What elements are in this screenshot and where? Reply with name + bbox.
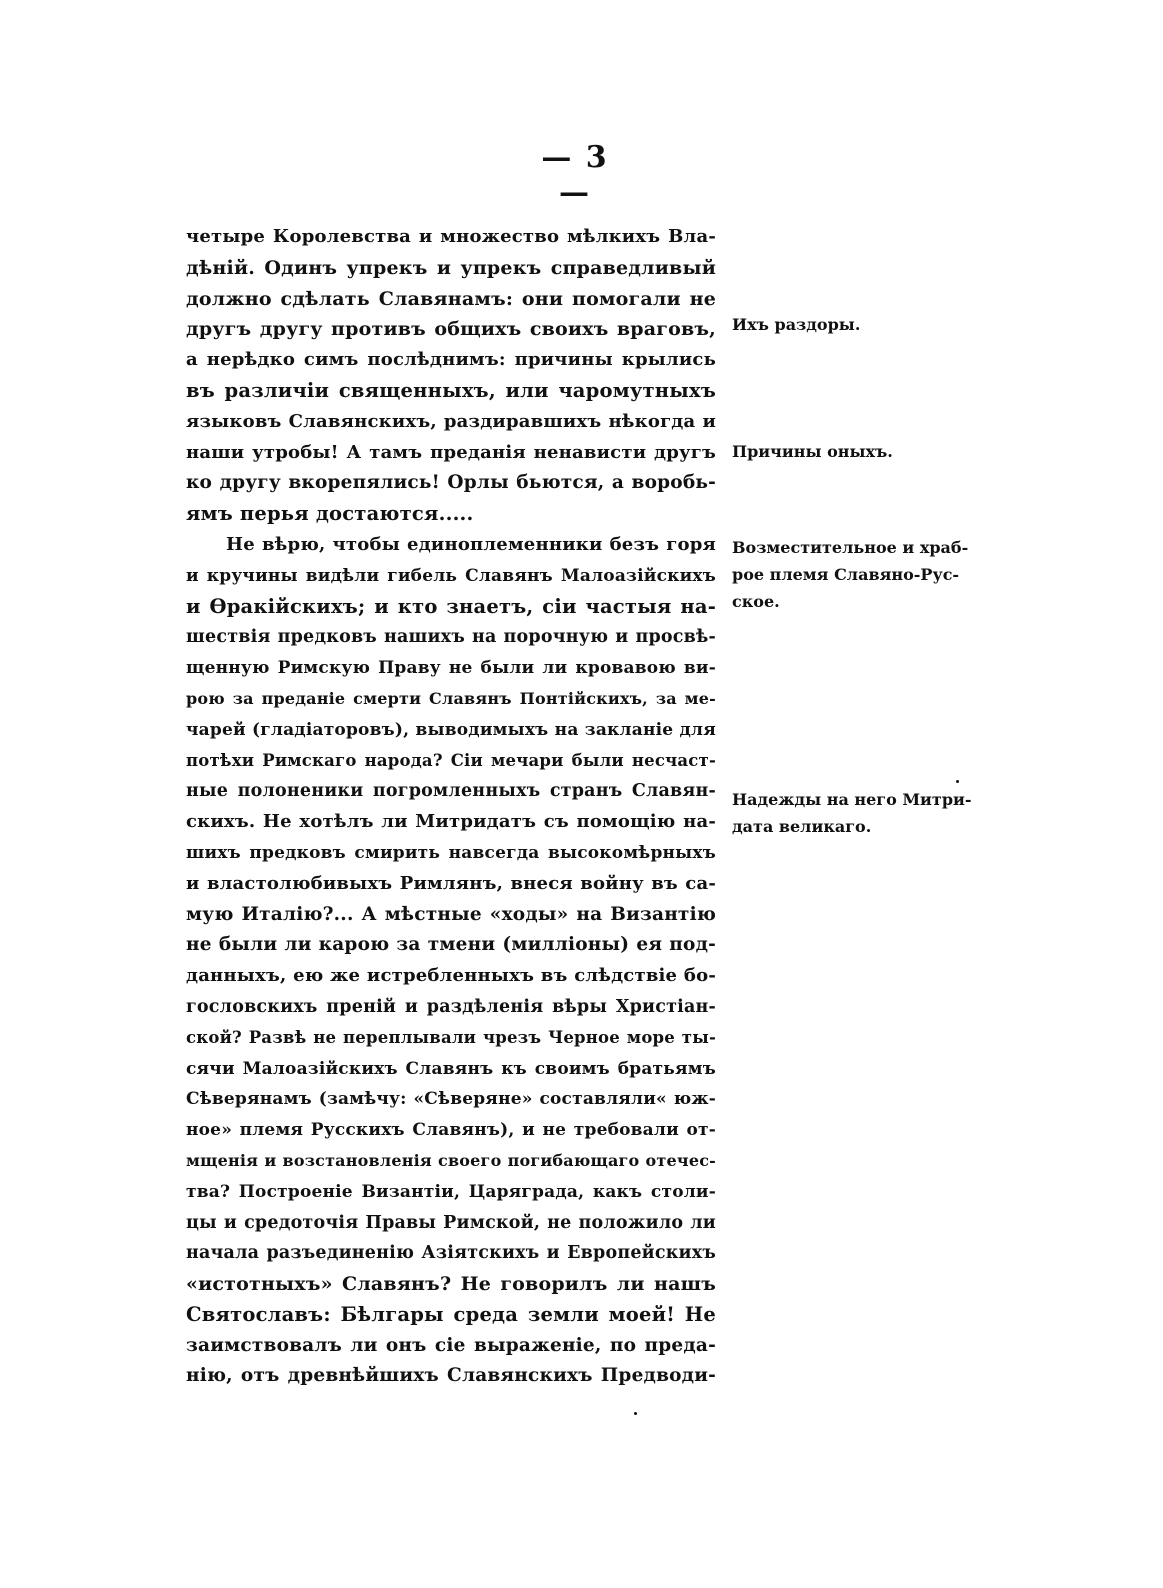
- text-line: заимствовалъ ли онъ сіе выраженіе, по преда-: [186, 1334, 716, 1356]
- text-line: данныхъ, ею же истребленныхъ въ слѣдствіе бо-: [186, 965, 716, 987]
- text-line: тва? Построеніе Византіи, Царяграда, какъ столи-: [186, 1181, 716, 1202]
- margin-note-line: Возместительное и храб-: [732, 538, 969, 557]
- text-line: мщенія и возстановленія своего погибающаго отечес-: [186, 1150, 716, 1170]
- text-line: наши утробы! А тамъ преданія ненависти другъ: [186, 441, 716, 463]
- text-line: мую Италію?... А мѣстные «ходы» на Византію: [186, 903, 716, 925]
- text-line: а нерѣдко симъ послѣднимъ: причины крылись: [186, 349, 716, 371]
- margin-note-line: рое племя Славяно-Рус-: [732, 565, 960, 584]
- text-line: гословскихъ преній и раздѣленія вѣры Христіан-: [186, 996, 716, 1017]
- margin-note-line: Причины оныхъ.: [732, 442, 893, 461]
- text-line: шихъ предковъ смирить навсегда высокомѣрныхъ: [186, 842, 716, 863]
- margin-note-line: ское.: [732, 592, 780, 611]
- text-line: щенную Римскую Праву не были ли кровавою ви-: [186, 658, 716, 679]
- text-line: Не вѣрю, чтобы единоплеменники безъ горя: [226, 533, 716, 555]
- text-line: ямъ перья достаются.....: [186, 502, 474, 526]
- text-line: Сѣверянамъ (замѣчу: «Сѣверяне» составляли« юж-: [186, 1089, 716, 1110]
- text-line: должно сдѣлать Славянамъ: они помогали не: [186, 287, 716, 310]
- text-line: начала разъединенію Азіятскихъ и Европейскихъ: [186, 1243, 716, 1264]
- text-line: цы и средоточія Правы Римской, не положило ли: [186, 1212, 716, 1233]
- text-line: чарей (гладіаторовъ), выводимыхъ на закланіе для: [186, 719, 716, 740]
- margin-note-discord: [732, 311, 972, 338]
- text-line: сячи Малоазійскихъ Славянъ къ своимъ братьямъ: [186, 1058, 716, 1079]
- text-line: не были ли карою за тмени (милліоны) ея под-: [186, 934, 716, 956]
- margin-note-causes: [732, 438, 972, 465]
- text-line: языковъ Славянскихъ, раздиравшихъ нѣкогда и: [186, 410, 716, 432]
- text-line: ные полоненики погромленныхъ странъ Славян-: [186, 781, 716, 802]
- margin-note-line: Надежды на него Митри-: [732, 790, 972, 809]
- text-line: ской? Развѣ не переплывали чрезъ Черное море ты-: [186, 1027, 716, 1047]
- main-text-column: [186, 222, 716, 1392]
- margin-note-mithridates: [732, 786, 972, 840]
- ink-speck: [956, 780, 959, 783]
- text-line: нію, отъ древнѣйшихъ Славянскихъ Предводи-: [186, 1365, 716, 1387]
- text-line: рою за преданіе смерти Славянъ Понтійскихъ, за ме-: [186, 688, 716, 708]
- margin-note-tribe: [732, 534, 972, 615]
- margin-note-line: Ихъ раздоры.: [732, 315, 861, 334]
- margin-note-line: дата великаго.: [732, 817, 872, 836]
- text-line: Святославъ: Бѣлгары среда земли моей! Не: [186, 1302, 716, 1326]
- page-number: — 3 —: [541, 140, 609, 210]
- text-line: скихъ. Не хотѣлъ ли Митридатъ съ помощію на-: [186, 811, 716, 833]
- text-line: и властолюбивыхъ Римлянъ, внеся войну въ са-: [186, 872, 716, 894]
- text-line: шествія предковъ нашихъ на порочную и просвѣ-: [186, 627, 716, 648]
- text-line: ко другу вкорепялись! Орлы бьются, а воробь-: [186, 472, 716, 494]
- text-line: «истотныхъ» Славянъ? Не говорилъ ли нашъ: [186, 1273, 716, 1296]
- text-line: потѣхи Римскаго народа? Сіи мечари были несчаст-: [186, 750, 716, 770]
- text-line: другъ другу противъ общихъ своихъ враговъ,: [186, 318, 716, 341]
- text-line: дѣній. Одинъ упрекъ и упрекъ справедливый: [186, 256, 716, 279]
- text-line: четыре Королевства и множество мѣлкихъ Вла-: [186, 226, 716, 247]
- text-line: ное» племя Русскихъ Славянъ), и не требовали от-: [186, 1120, 716, 1141]
- ink-speck: [634, 1412, 637, 1415]
- text-line: и Ѳракійскихъ; и кто знаетъ, сіи частыя на-: [186, 594, 716, 618]
- text-line: и кручины видѣли гибель Славянъ Малоазійскихъ: [186, 565, 716, 586]
- text-line: въ различіи священныхъ, или чаромутныхъ: [186, 378, 716, 402]
